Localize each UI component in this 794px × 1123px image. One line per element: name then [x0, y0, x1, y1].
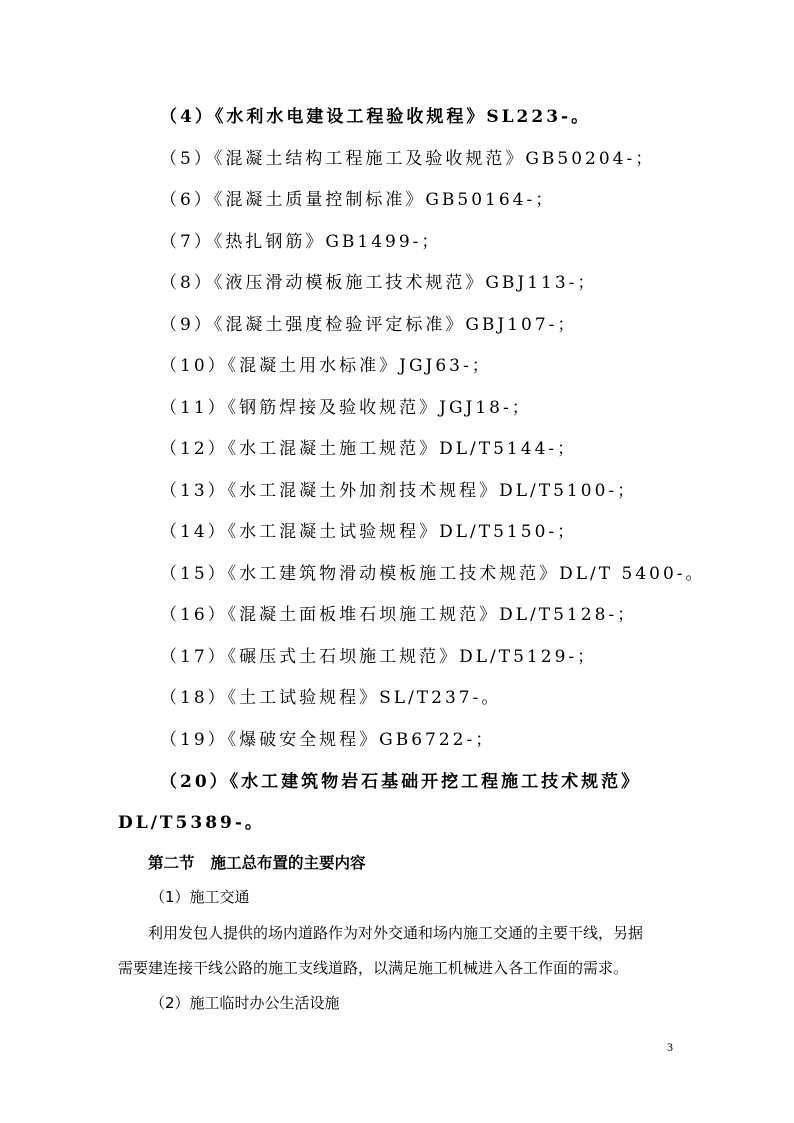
section-title: 施工总布置的主要内容 [210, 854, 366, 872]
list-item: （6）《混凝土质量控制标准》GB50164-； [160, 190, 556, 210]
list-item: （8）《液压滑动模板施工技术规范》GBJ113-； [160, 273, 598, 293]
page-number: 3 [667, 1040, 673, 1054]
list-item: （7）《热扎钢筋》GB1499-； [160, 232, 442, 252]
list-item: （4）《水利水电建设工程验收规程》SL223-。 [160, 107, 592, 127]
paragraph-line: 利用发包人提供的场内道路作为对外交通和场内施工交通的主要干线，另据 [148, 924, 644, 942]
list-item: （10）《混凝土用水标准》JGJ63-； [160, 356, 492, 376]
list-item: （16）《混凝土面板堆石坝施工规范》DL/T5128-； [160, 605, 638, 625]
list-item: （9）《混凝土强度检验评定标准》GBJ107-； [160, 315, 578, 335]
subheading-facilities: （2）施工临时办公生活设施 [150, 994, 340, 1012]
list-item: （20）《水工建筑物岩石基础开挖工程施工技术规范》 [160, 772, 642, 792]
list-item: （17）《碾压式土石坝施工规范》DL/T5129-； [160, 647, 598, 667]
list-item: （11）《钢筋焊接及验收规范》JGJ18-； [160, 398, 532, 418]
section-heading [148, 852, 366, 874]
list-item-continuation: DL/T5389-。 [118, 813, 265, 833]
list-item: （15）《水工建筑物滑动模板施工技术规范》DL/T 5400-。 [160, 564, 706, 584]
section-number: 第二节 [148, 854, 195, 872]
list-item: （13）《水工混凝土外加剂技术规程》DL/T5100-； [160, 481, 638, 501]
list-item: （18）《土工试验规程》SL/T237-。 [160, 688, 502, 708]
list-item: （5）《混凝土结构工程施工及验收规范》GB50204-； [160, 149, 656, 169]
list-item: （19）《爆破安全规程》GB6722-； [160, 730, 496, 750]
subheading-traffic: （1）施工交通 [150, 888, 250, 906]
paragraph-line: 需要建连接干线公路的施工支线道路，以满足施工机械进入各工作面的需求。 [118, 959, 629, 977]
list-item: （12）《水工混凝土施工规范》DL/T5144-； [160, 439, 578, 459]
list-item: （14）《水工混凝土试验规程》DL/T5150-； [160, 522, 578, 542]
